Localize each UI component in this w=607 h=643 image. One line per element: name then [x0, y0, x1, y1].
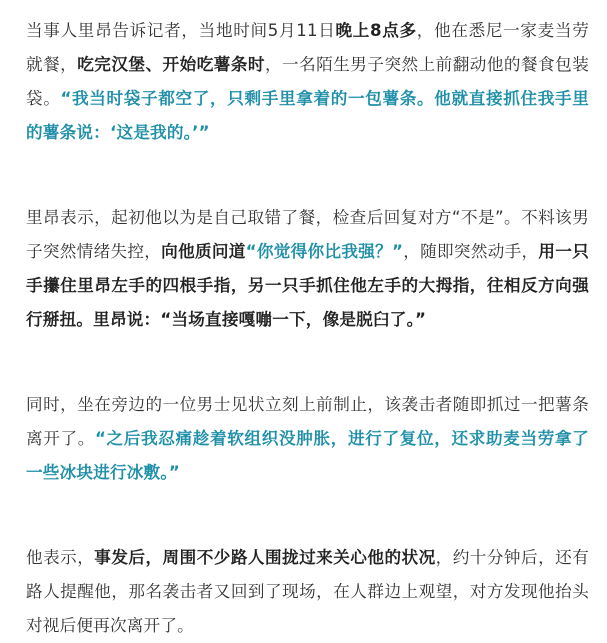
p1-bold-time: 晚上8点多	[335, 21, 417, 40]
p3-quote: “之后我忍痛趁着软组织没肿胀，进行了复位，还求助麦当劳拿了一些冰块进行冰敷。”	[26, 429, 589, 482]
p1-text-1: 当事人里昂告诉记者，当地时间5月11日	[26, 21, 336, 40]
paragraph-4	[26, 541, 589, 643]
p1-bold-eating: 吃完汉堡、开始吃薯条时	[77, 55, 265, 74]
p2-quote: “你觉得你比我强？”	[245, 242, 404, 261]
p4-bold-crowd: 事发后，周围不少路人围拢过来关心他的状况	[94, 548, 436, 567]
p2-text-1: 里昂表示，起初他以为是自己取错了餐，检查后回复对方“不是”。不料该男子突然情绪失控，	[26, 208, 589, 261]
p1-text-2: ，他在悉尼一家麦当劳就餐，	[26, 21, 589, 74]
p4-text-2: ，约十分钟后，还有路人提醒他，那名袭击者又回到了现场，在人群边上观望，对方发现他抬头对视后便再次离开了。	[26, 548, 589, 635]
paragraph-3	[26, 388, 589, 490]
p2-text-2: ，随即突然动手，	[403, 242, 539, 261]
paragraph-1	[26, 0, 589, 150]
p1-text-3: ，一名陌生男子突然上前翻动他的餐食包装袋。	[26, 55, 589, 108]
paragraph-2	[26, 201, 589, 337]
p2-bold-attack: 用一只手攥住里昂左手的四根手指，另一只手抓住他左手的大拇指，往相反方向强行掰扭。里昂说：“当场直接嘎嘣一下，像是脱臼了。”	[26, 242, 589, 329]
p1-quote: “我当时袋子都空了，只剩手里拿着的一包薯条。他就直接抓住我手里的薯条说：‘这是我的。’”	[26, 89, 589, 142]
p2-bold-question: 向他质问道	[161, 242, 246, 261]
p3-text-1: 同时，坐在旁边的一位男士见状立刻上前制止，该袭击者随即抓过一把薯条离开了。	[26, 395, 589, 448]
p4-text-1: 他表示，	[26, 548, 95, 567]
